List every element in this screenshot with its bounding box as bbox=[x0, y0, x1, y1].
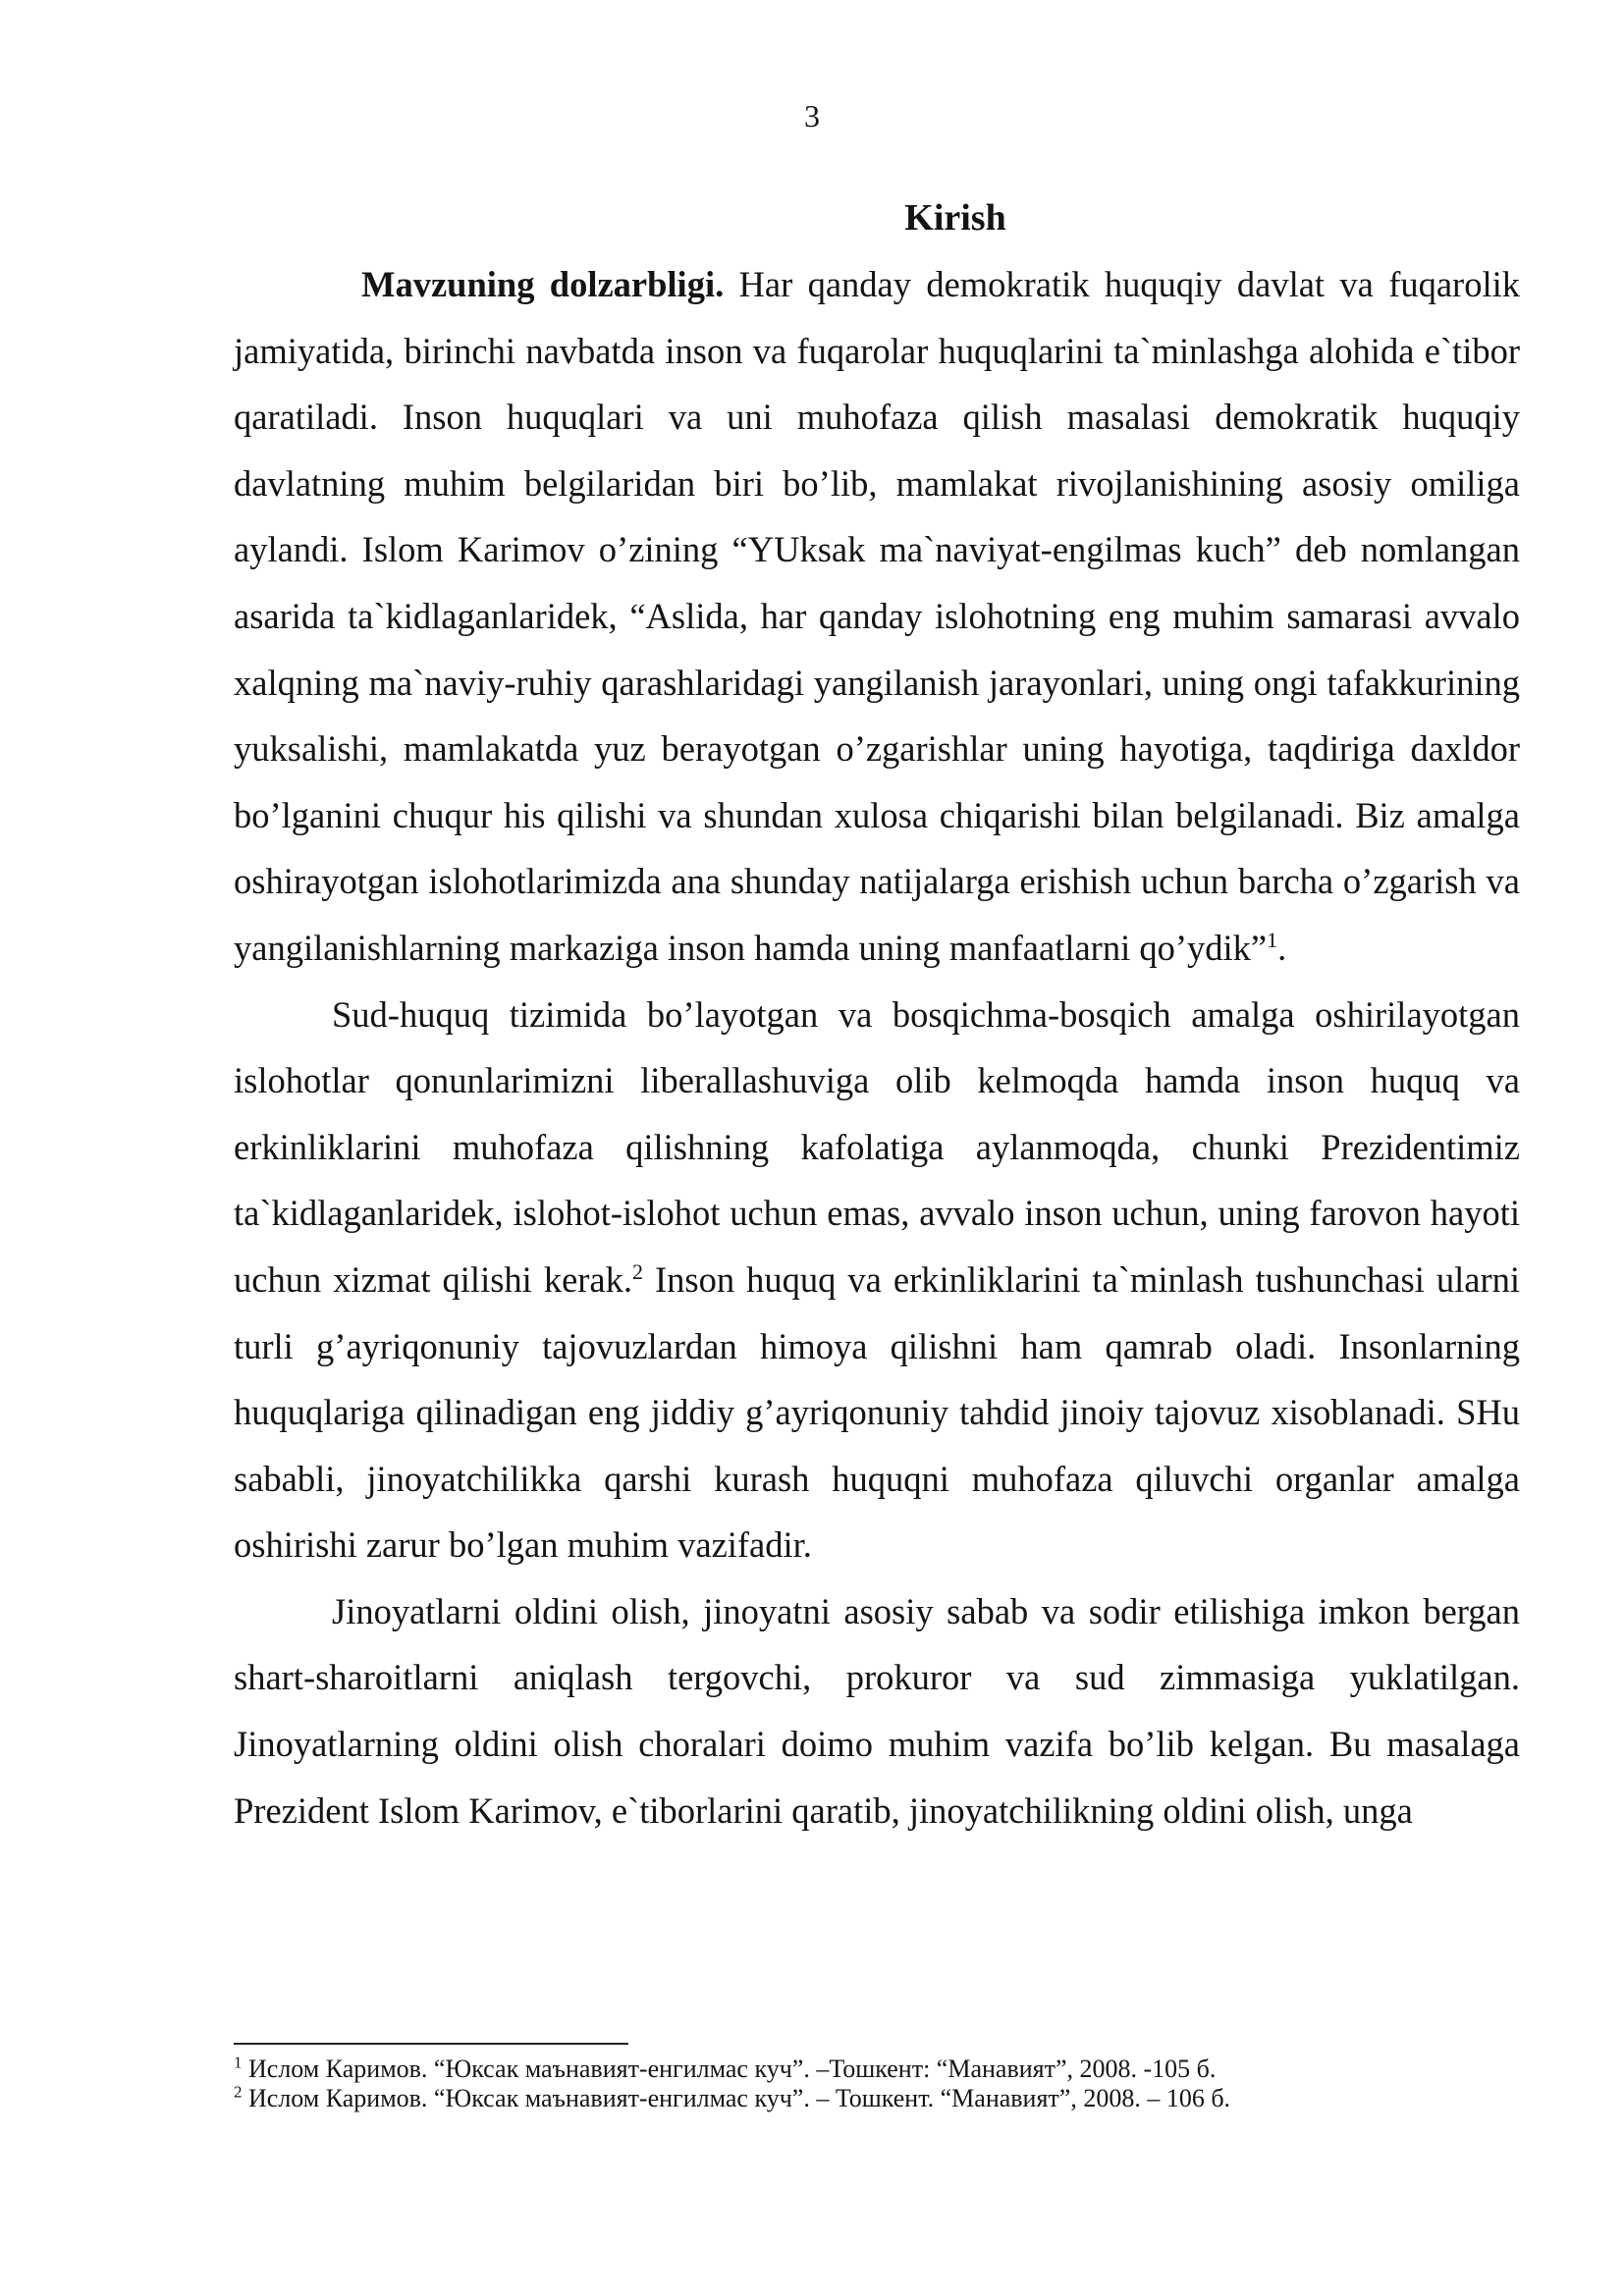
footnote-reference[interactable]: 2 bbox=[632, 1258, 644, 1284]
paragraph-text: Har qanday demokratik huquqiy davlat va fuqarolik jamiyatida, birinchi navbatda inson va fuqarolar huquqlarini ta`minlashga alohida e`tibor qaratiladi. Inson huquqlari va uni muhofaza qilish masalasi demokratik huquqiy davlatning muhim belgilaridan biri bo’lib, mamlakat rivojlanishining asosiy omiliga aylandi. Islom Karimov o’zining “YUksak ma`naviyat-engilmas kuch” deb nomlangan asarida ta`kidlaganlaridek, “Aslida, har qanday islohotning eng muhim samarasi avvalo xalqning ma`naviy-ruhiy qarashlaridagi yangilanish jarayonlari, uning ongi tafakkurining yuksalishi, mamlakatda yuz berayotgan o’zgarishlar uning hayotiga, taqdiriga daxldor bo’lganini chuqur his qilishi va shundan xulosa chiqarishi bilan belgilanadi. Biz amalga oshirayotgan islohotlarimizda ana shunday natijalarga erishish uchun barcha o’zgarish va yangilanishlarning markaziga inson hamda uning manfaatlarni qo’ydik” bbox=[234, 264, 1520, 968]
section-heading: Kirish bbox=[904, 197, 1006, 239]
footnote-text: Ислом Каримов. “Юксак маънавият-енгилмас куч”. – Тошкент. “Манавият”, 2008. – 106 б. bbox=[242, 2084, 1231, 2112]
paragraph-text: Sud-huquq tizimida bo’layotgan va bosqichma-bosqich amalga oshirilayotgan islohotlar qonunlarimizni liberallashuviga olib kelmoqda hamda inson huquq va erkinliklarini muhofaza qilishning kafolatiga aylanmoqda, chunki Prezidentimiz ta`kidlaganlaridek, islohot-islohot uchun emas, avvalo inson uchun, uning farovon hayoti uchun xizmat qilishi kerak. bbox=[234, 993, 1520, 1300]
page-body bbox=[234, 185, 1520, 1843]
footnote-mark: 1 bbox=[234, 2053, 243, 2072]
page-number: 3 bbox=[804, 98, 820, 133]
footnote-reference[interactable]: 1 bbox=[1267, 927, 1278, 952]
paragraph-text: Jinoyatlarni oldini olish, jinoyatni asosiy sabab va sodir etilishiga imkon bergan shart-sharoitlarni aniqlash tergovchi, prokuror va sud zimmasiga yuklatilgan. Jinoyatlarning oldini olish choralari doimo muhim vazifa bo’lib kelgan. Bu masalaga Prezident Islom Karimov, e`tiborlarini qaratib, jinoyatchilikning oldini olish, unga bbox=[234, 1590, 1520, 1831]
paragraph-tail: . bbox=[1277, 927, 1287, 968]
footnotes bbox=[234, 2055, 1520, 2113]
paragraph-lead-title: Mavzuning dolzarbligi. bbox=[361, 264, 725, 304]
footnote-item bbox=[234, 2055, 1520, 2084]
paragraph-text-continued: Inson huquq va erkinliklarini ta`minlash tushunchasi ularni turli g’ayriqonuniy tajovuzlardan himoya qilishni ham qamrab oladi. Insonlarning huquqlariga qilinadigan eng jiddiy g’ayriqonuniy tahdid jinoiy tajovuz xisoblanadi. SHu sababli, jinoyatchilikka qarshi kurash huquqni muhofaza qiluvchi organlar amalga oshirishi zarur bo’lgan muhim vazifadir. bbox=[234, 1258, 1520, 1566]
footnote-text: Ислом Каримов. “Юксак маънавият-енгилмас куч”. –Тошкент: “Манавият”, 2008. -105 б. bbox=[242, 2055, 1217, 2083]
footnote-item bbox=[234, 2084, 1520, 2113]
paragraph-relevance bbox=[234, 251, 1520, 982]
footnote-mark: 2 bbox=[234, 2082, 243, 2102]
paragraph-judicial-reform bbox=[234, 982, 1520, 1578]
footnote-separator bbox=[234, 2043, 628, 2045]
paragraph-crime-prevention bbox=[234, 1578, 1520, 1843]
